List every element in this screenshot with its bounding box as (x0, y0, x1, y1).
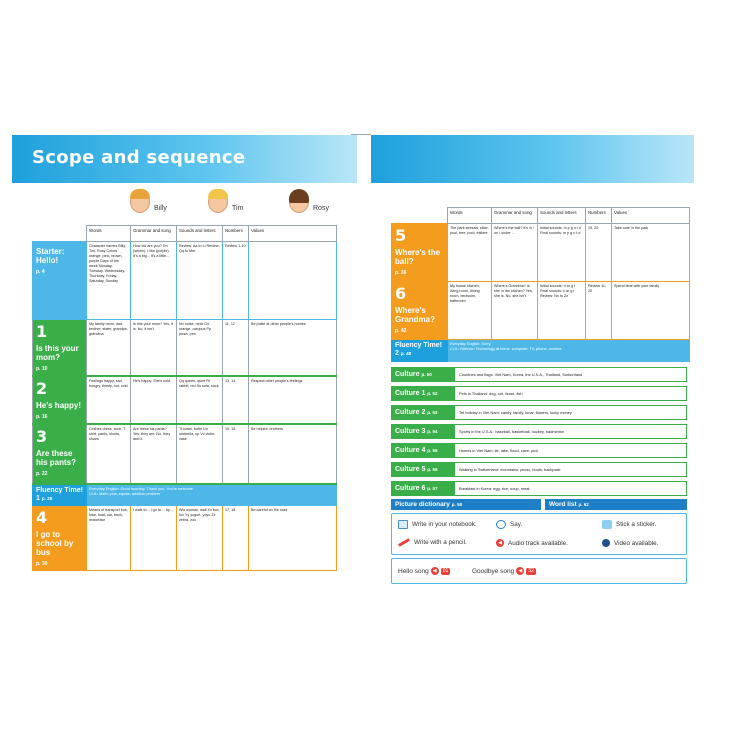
unit-cell (33, 320, 87, 377)
cell-numbers: 19, 20 (586, 224, 612, 282)
culture-row (391, 481, 687, 496)
culture-text: Homes in Viet Nam: tie, lake, flood, cave, pick (459, 448, 539, 453)
cell-sounds: Nn noise, neck Oo orange, octopus Pp pizza, pen (177, 320, 223, 377)
culture-row (391, 367, 687, 382)
header-spacer (392, 208, 448, 224)
culture-text: Pets in Thailand: dog, cat, lizard, fish (459, 391, 523, 396)
cell-numbers: Review 1-10 (223, 242, 249, 320)
cell-grammar: Where's the ball? It's in / on / under ... (492, 224, 538, 282)
scope-table-right (391, 207, 690, 362)
unit-page: p. 42 (395, 328, 407, 334)
unit-cell (33, 376, 87, 424)
fluency-line: CLIL: Math: plus, equals, addition problem (89, 492, 161, 496)
header-grammar: Grammar and song (131, 226, 177, 242)
title-banner (371, 135, 694, 183)
culture-text: Sports in the U.S.A.: baseball, basketball, hockey, badminton (459, 429, 565, 434)
table-row (392, 224, 690, 282)
unit-page: p. 16 (36, 414, 48, 420)
cell-words: Means of transport bus, bike, boat, car, truck, motorbike (87, 506, 131, 571)
word-list-label: Word list p. 62 (545, 499, 687, 510)
cell-grammar: How old are you? I'm (seven). I like (purple). It's a big... It's a little... (131, 242, 177, 320)
legend-notebook: Write in your notebook. (398, 520, 477, 529)
character-name: Rosy (313, 205, 329, 212)
unit-cell (33, 424, 87, 484)
songs-box (391, 558, 687, 584)
table-row (33, 424, 337, 484)
hello-song (398, 567, 450, 575)
unit-title: Are these his pants? (36, 449, 77, 467)
unit-title: He's happy! (36, 401, 82, 410)
audio-icon: ◀ (516, 567, 524, 575)
cell-sounds: Initial sounds: m p g n t d Final sounds: m p g n t d (538, 224, 586, 282)
header-numbers: Numbers (586, 208, 612, 224)
legend-video: Video available. (602, 539, 658, 547)
culture-label: Culture 1 p. 52 (392, 387, 455, 400)
hello-song-label: Hello song (398, 567, 429, 575)
cell-numbers: 17, 18 (223, 506, 249, 571)
cell-words: Character names Billy, Tim, Rosy Colors orange, pink, brown, purple Days of the week Monday, Tuesday, Wednesday, Thursday, Friday, Saturday, Sunday (87, 242, 131, 320)
character-name: Tim (232, 205, 244, 212)
unit-page: p. 4 (36, 269, 45, 275)
tim-avatar (208, 191, 228, 213)
legend-box (391, 513, 687, 555)
cell-words: The park seesaw, slide, pool, tree, pool, frisbee (448, 224, 492, 282)
fluency-label: Fluency Time! 1 (36, 487, 83, 502)
picture-dictionary-label: Picture dictionary p. 58 (391, 499, 541, 510)
audio-icon: ◀ (431, 567, 439, 575)
table-header-row (392, 208, 690, 224)
unit-cell (33, 506, 87, 571)
unit-page: p. 36 (395, 270, 407, 276)
unit-title: Where's Grandma? (395, 306, 436, 324)
header-values: Values (249, 226, 337, 242)
cell-numbers: 11, 12 (223, 320, 249, 377)
unit-number: 4 (36, 508, 48, 527)
culture-row (391, 424, 687, 439)
unit-title: Starter: Hello! (36, 247, 65, 265)
fluency-page: p. 48 (400, 351, 412, 356)
cell-values: Be polite at other people's homes (249, 320, 337, 377)
cell-values: Be careful on the road (249, 506, 337, 571)
unit-cell (33, 242, 87, 320)
culture-label: Culture 4 p. 55 (392, 444, 455, 457)
header-grammar: Grammar and song (492, 208, 538, 224)
scope-table-left (32, 225, 337, 571)
header-sounds: Sounds and letters (177, 226, 223, 242)
cell-sounds: Tt towel, turtle Uu umbrella, up Vv violin, vase (177, 424, 223, 484)
right-page (371, 135, 694, 585)
culture-label: Culture 6 p. 57 (392, 482, 455, 495)
cell-values: Respect other people's feelings (249, 376, 337, 424)
fluency-line: Everyday English: Good morning. Thank you. You're welcome. (89, 487, 194, 491)
cell-words: Feelings happy, sad, hungry, thirsty, hot, cold (87, 376, 131, 424)
video-icon (602, 539, 610, 547)
character-tim (208, 191, 244, 213)
fluency-text-cell (448, 340, 690, 362)
header-words: Words (448, 208, 492, 224)
legend-sticker: Stick a sticker. (602, 520, 656, 529)
audio-icon: ◀ (496, 539, 504, 547)
title-banner (12, 135, 357, 183)
header-values: Values (612, 208, 690, 224)
table-row (33, 242, 337, 320)
table-row (33, 320, 337, 377)
header-spacer (33, 226, 87, 242)
character-name: Billy (154, 205, 167, 212)
unit-title: Is this your mom? (36, 344, 79, 362)
header-sounds: Sounds and letters (538, 208, 586, 224)
cell-grammar: Are these his pants? Yes, they are. No, they aren't. (131, 424, 177, 484)
cell-grammar: I walk to... I go to ... by ... (131, 506, 177, 571)
legend-audio: ◀ Audio track available. (496, 539, 568, 547)
legend-say: Say. (496, 520, 522, 529)
unit-number: 2 (36, 379, 48, 398)
table-header-row (33, 226, 337, 242)
culture-text: Countries and flags: Viet Nam, Korea, the U.S.A., Thailand, Switzerland (459, 372, 583, 377)
character-billy (130, 191, 167, 213)
unit-page: p. 30 (36, 561, 48, 567)
page-title: Scope and sequence (32, 147, 246, 168)
cell-words: My house kitchen, living room, dining room, bedroom, bathroom (448, 282, 492, 340)
fluency-label-cell (33, 484, 87, 506)
unit-title: I go to school by bus (36, 530, 74, 557)
goodbye-song-label: Goodbye song (472, 567, 515, 575)
fluency-line: Everyday English: Sorry. (450, 342, 492, 346)
cell-grammar: Where's Grandma? Is she in the kitchen? Yes, she is. No, she isn't. (492, 282, 538, 340)
fluency-row (33, 484, 337, 506)
speech-bubble-icon (496, 520, 506, 529)
goodbye-track-number: 32 (528, 567, 534, 574)
cell-numbers: 15, 16 (223, 424, 249, 484)
fluency-line: CLIL: Science: Technology at home: computer, TV, phone, camera (450, 347, 562, 351)
fluency-row (392, 340, 690, 362)
unit-number: 3 (36, 427, 48, 446)
culture-label: Culture p. 50 (392, 368, 455, 381)
unit-number: 6 (395, 284, 407, 303)
table-row (392, 282, 690, 340)
cell-sounds: Review: Aa to Ll Review: Qq to Mm (177, 242, 223, 320)
cell-numbers: 13, 14 (223, 376, 249, 424)
billy-avatar (130, 191, 150, 213)
culture-text: Tet holiday in Viet Nam: candy, family, lunar, flowers, lucky money (459, 410, 572, 415)
culture-text: Breakfast in Korea: egg, rice, soup, meat (459, 486, 530, 491)
unit-page: p. 22 (36, 471, 48, 477)
cell-sounds: Initial sounds: n ar g t Final sounds: n ar g t Review: Nn to Zz (538, 282, 586, 340)
hello-track-number: 01 (442, 567, 449, 574)
legend-pencil: Write with a pencil. (398, 539, 467, 546)
header-words: Words (87, 226, 131, 242)
left-page (12, 135, 357, 567)
cell-sounds: Ww woman, wall Xx box, fox Yy yogurt, yoyo Zz zebra, zoo (177, 506, 223, 571)
culture-row (391, 386, 687, 401)
table-row (33, 376, 337, 424)
dictionary-bar (391, 499, 687, 510)
fluency-label: Fluency Time! 2 (395, 342, 442, 357)
cell-words: Clothes dress, sock, T-shirt, pants, shorts, shoes (87, 424, 131, 484)
unit-cell (392, 224, 448, 282)
culture-label: Culture 3 p. 54 (392, 425, 455, 438)
culture-label: Culture 5 p. 56 (392, 463, 455, 476)
cell-sounds: Qq queen, quiet Rr rabbit, red Ss sofa, sock (177, 376, 223, 424)
cell-values: Take care in the park (612, 224, 690, 282)
goodbye-song (472, 567, 536, 575)
unit-number: 5 (395, 226, 407, 245)
culture-text: Walking in Switzerland: mountains, picnic, boots, backpack (459, 467, 561, 472)
header-numbers: Numbers (223, 226, 249, 242)
cell-grammar: Is this your mom? Yes, it is. No, it isn't. (131, 320, 177, 377)
unit-title: Where's the ball? (395, 248, 441, 266)
table-row (33, 506, 337, 571)
cell-numbers: Review 11-20 (586, 282, 612, 340)
rosy-avatar (289, 191, 309, 213)
cell-values: Be helpful: brothers (249, 424, 337, 484)
cell-grammar: He's happy. She's cold. (131, 376, 177, 424)
cell-values: Spend time with your family (612, 282, 690, 340)
fluency-text-cell (87, 484, 337, 506)
culture-row (391, 405, 687, 420)
cell-words: My family mom, dad, brother, sister, grandpa, grandma (87, 320, 131, 377)
culture-row (391, 462, 687, 477)
fluency-page: p. 28 (41, 496, 53, 501)
fluency-label-cell (392, 340, 448, 362)
unit-page: p. 10 (36, 366, 48, 372)
sticker-icon (602, 520, 612, 529)
character-rosy (289, 191, 329, 213)
pencil-icon (398, 538, 410, 547)
culture-label: Culture 2 p. 53 (392, 406, 455, 419)
cell-values (249, 242, 337, 320)
unit-cell (392, 282, 448, 340)
notebook-icon (398, 520, 408, 529)
unit-number: 1 (36, 322, 48, 341)
culture-row (391, 443, 687, 458)
